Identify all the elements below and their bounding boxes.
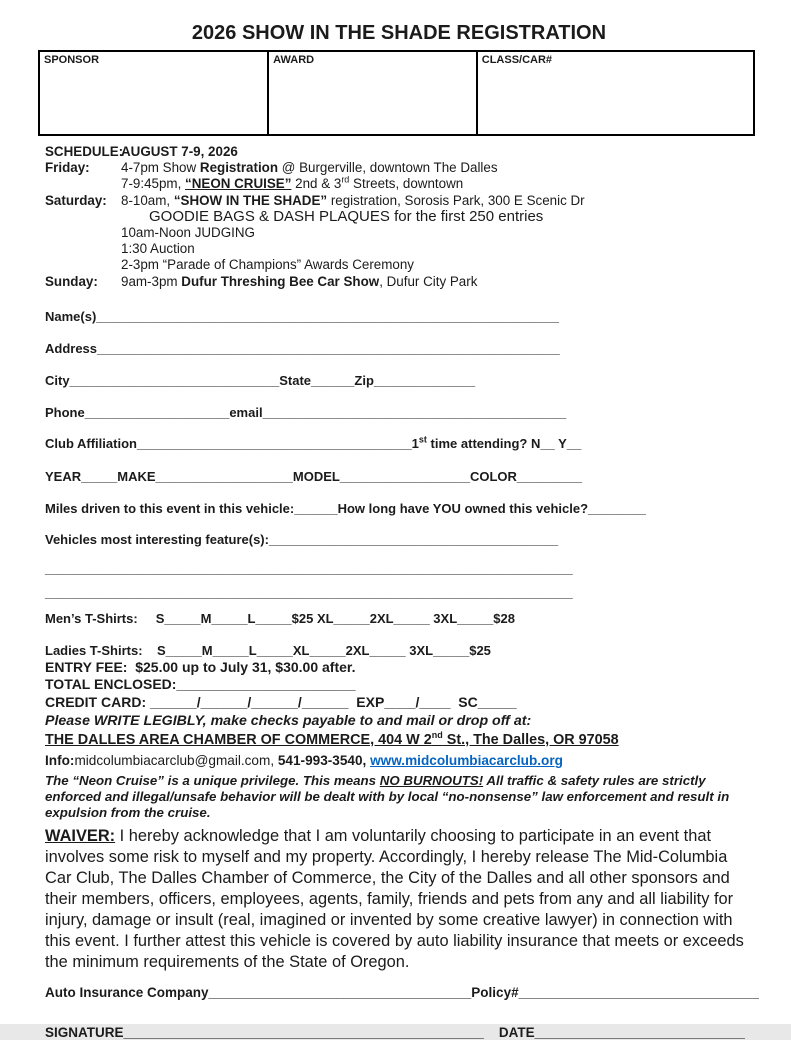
schedule-sunday-line1 xyxy=(45,274,753,290)
names-field: Name(s)________________________________________________________________ xyxy=(45,308,560,324)
schedule-friday-line2 xyxy=(45,176,753,192)
insurance-policy-field: Auto Insurance Company___________________________________Policy#________________________________ xyxy=(45,984,759,1000)
friday-event-1: 4-7pm Show Registration @ Burgerville, downtown The Dalles xyxy=(121,160,498,176)
no-burnouts-text: NO BURNOUTS! xyxy=(379,772,484,788)
dufur-show-label: Dufur Threshing Bee Car Show xyxy=(181,273,380,289)
contact-info-line xyxy=(45,754,753,768)
waiver-label: WAIVER: xyxy=(45,826,116,845)
city-state-zip-field: City_____________________________State______Zip______________ xyxy=(45,372,476,388)
class-car-cell xyxy=(477,51,754,135)
info-label: Info: xyxy=(45,752,75,768)
saturday-event-1: 8-10am, “SHOW IN THE SHADE” registration, Sorosis Park, 300 E Scenic Dr xyxy=(121,192,585,208)
page-title: 2026 SHOW IN THE SHADE REGISTRATION xyxy=(191,22,607,44)
signature-date-field: SIGNATURE________________________________________________ DATE____________________________ xyxy=(45,1024,745,1040)
schedule-saturday-line4 xyxy=(45,241,753,257)
schedule-heading xyxy=(45,144,753,160)
schedule-label: SCHEDULE: xyxy=(45,144,124,159)
schedule-saturday-line5 xyxy=(45,257,753,273)
sponsor-cell xyxy=(39,51,268,135)
neon-cruise-warning: The “Neon Cruise” is a unique privilege. This means NO BURNOUTS! All traffic & safety rules are strictly enforced and illegal/unsafe behavior will be dealt with by local “no-nonsense” law enforcement and result in expulsion from the cruise. xyxy=(45,772,730,820)
goodie-bags-note: GOODIE BAGS & DASH PLAQUES for the first 250 entries xyxy=(149,207,544,225)
schedule-saturday-line1 xyxy=(45,193,753,209)
award-label: AWARD xyxy=(273,54,315,66)
saturday-label: Saturday: xyxy=(45,192,107,208)
write-legibly-note: Please WRITE LEGIBLY, make checks payable to and mail or drop off at: xyxy=(45,712,532,729)
schedule-saturday-line2 xyxy=(45,209,753,225)
credit-card-field: CREDIT CARD: ______/______/______/______ EXP____/____ SC_____ xyxy=(45,693,517,710)
header-table xyxy=(38,50,755,136)
judging-note: 10am-Noon JUDGING xyxy=(121,225,255,241)
miles-driven-field: Miles driven to this event in this vehicle:______How long have YOU owned this vehicle?________ xyxy=(45,500,646,516)
friday-event-2: 7-9:45pm, “NEON CRUISE” 2nd & 3rd Streets, downtown xyxy=(121,174,464,192)
waiver-body: I hereby acknowledge that I am voluntarily choosing to participate in an event that involves some risk to myself and my property. Accordingly, I hereby release The Mid-Columbia Car Club, The Dalles Chamber of Commerce, the City of the Dalles and all other sponsors and their members, officers, employees, agents, family, friends and pets from any and all liability for injury, damage or insult (real, imagined or invented by some creative lawyer) in connection with this event. I further attest this vehicle is covered by auto liability insurance that meets or exceeds the minimum requirements of the State of Oregon. xyxy=(45,826,744,971)
features-field: Vehicles most interesting feature(s):________________________________________ xyxy=(45,531,559,547)
features-blank-line-2: _________________________________________________________________________ xyxy=(45,584,573,600)
mens-tshirts-field: Men’s T-Shirts: S_____M_____L_____$25 XL_____2XL_____ 3XL_____$28 xyxy=(45,610,515,626)
waiver-paragraph xyxy=(45,826,753,973)
vehicle-field: YEAR_____MAKE___________________MODEL__________________COLOR_________ xyxy=(45,468,583,484)
ladies-tshirts-field: Ladies T-Shirts: S_____M_____L_____XL_____2XL_____ 3XL_____$25 xyxy=(45,642,491,658)
schedule-saturday-line3 xyxy=(45,225,753,241)
contact-phone: 541-993-3540, xyxy=(277,752,371,768)
schedule-friday-line1 xyxy=(45,160,753,176)
contact-email: midcolumbiacarclub@gmail.com, xyxy=(74,752,278,768)
club-affiliation-field: Club Affiliation______________________________________1st time attending? N__ Y__ xyxy=(45,434,582,451)
friday-label: Friday: xyxy=(45,160,90,176)
neon-cruise-label: “NEON CRUISE” xyxy=(185,176,292,192)
sunday-event-1: 9am-3pm Dufur Threshing Bee Car Show, Dufur City Park xyxy=(121,273,478,289)
club-website-link[interactable]: www.midcolumbiacarclub.org xyxy=(370,752,563,768)
award-cell xyxy=(268,51,477,135)
schedule-dates: AUGUST 7-9, 2026 xyxy=(121,144,238,159)
phone-email-field: Phone____________________email__________________________________________ xyxy=(45,404,567,420)
entry-fee-line: ENTRY FEE: $25.00 up to July 31, $30.00 after. xyxy=(45,658,356,675)
sponsor-label: SPONSOR xyxy=(44,54,100,66)
features-blank-line-1: _________________________________________________________________________ xyxy=(45,560,573,576)
total-enclosed-field: TOTAL ENCLOSED:_______________________ xyxy=(45,675,356,692)
address-field: Address________________________________________________________________ xyxy=(45,340,560,356)
class-car-label: CLASS/CAR# xyxy=(481,54,553,66)
chamber-address-line: THE DALLES AREA CHAMBER OF COMMERCE, 404 W 2nd St., The Dalles, OR 97058 xyxy=(45,730,619,748)
auction-note: 1:30 Auction xyxy=(121,241,195,257)
sunday-label: Sunday: xyxy=(45,273,98,289)
show-in-the-shade-label: “SHOW IN THE SHADE” xyxy=(173,192,328,208)
schedule-section xyxy=(45,144,753,290)
awards-ceremony-note: 2-3pm “Parade of Champions” Awards Ceremony xyxy=(121,257,414,273)
